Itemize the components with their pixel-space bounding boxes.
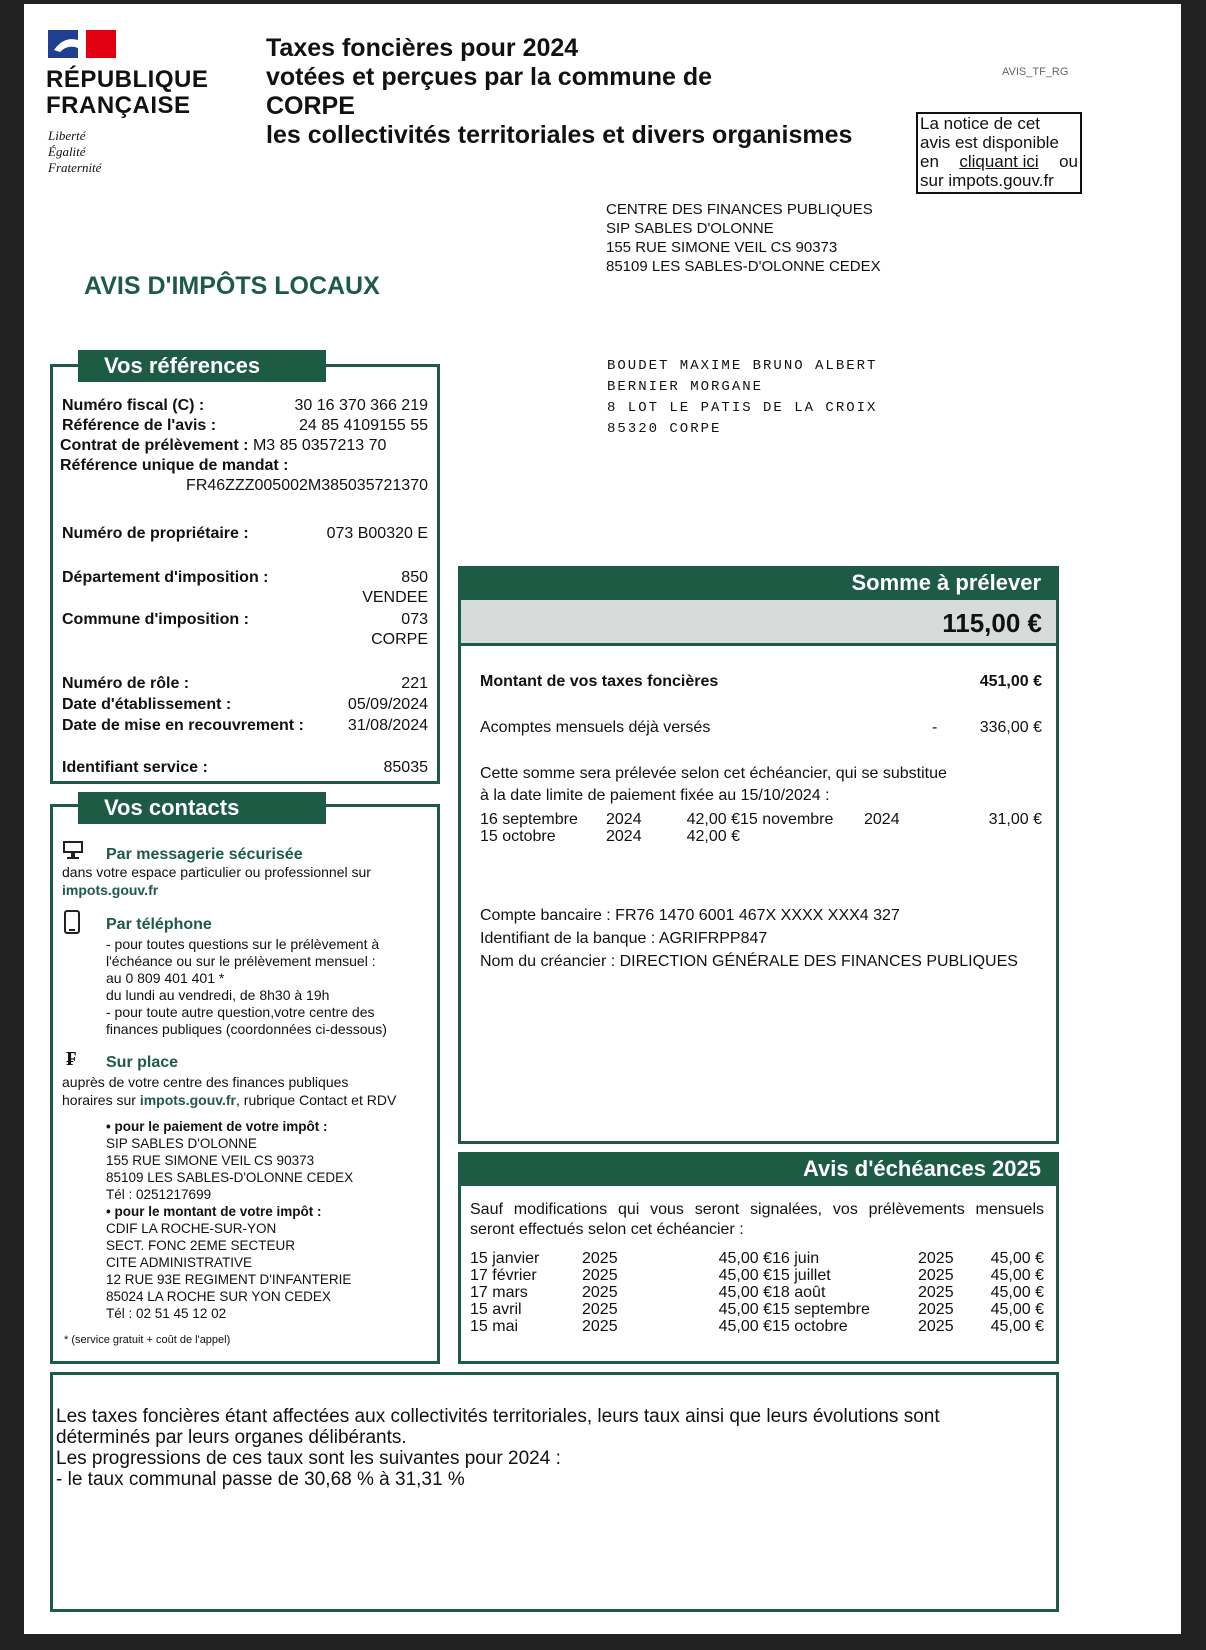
amt-line4: 12 RUE 93E REGIMENT D'INFANTERIE	[106, 1272, 352, 1287]
service-value: 85035	[383, 759, 428, 776]
dept-code: 850	[401, 569, 428, 586]
place-line1: auprès de votre centre des finances publiques	[62, 1074, 349, 1090]
somme-cell: 16 septembre	[480, 811, 578, 828]
echeances-cell: 45,00 €	[718, 1250, 772, 1267]
tel-line1: - pour toutes questions sur le prélèvement à	[106, 936, 380, 952]
amt-line2: SECT. FONC 2EME SECTEUR	[106, 1238, 296, 1253]
echeances-cell: 15 janvier	[470, 1250, 540, 1267]
center-line1: CENTRE DES FINANCES PUBLIQUES	[606, 201, 873, 218]
echeances-cell: 16 juin	[772, 1250, 820, 1267]
echeances-cell: 15 septembre	[772, 1301, 870, 1318]
echeances-cell: 45,00 €	[718, 1318, 772, 1335]
addressee-line4: 85320 CORPE	[607, 421, 722, 437]
place-text-a: horaires sur	[62, 1092, 136, 1108]
somme-cell	[740, 828, 864, 845]
echeances-cell: 2025	[582, 1301, 618, 1318]
marianne-flag-icon	[48, 30, 116, 58]
echeances-cell: 45,00 €	[990, 1301, 1044, 1318]
recouv-label: Date de mise en recouvrement :	[62, 717, 304, 734]
footnote: * (service gratuit + coût de l'appel)	[64, 1334, 231, 1346]
phone-icon	[64, 910, 80, 934]
notice-line3a: en	[920, 152, 939, 171]
echeances-row	[470, 1301, 1044, 1318]
addressee-line1: BOUDET MAXIME BRUNO ALBERT	[607, 358, 878, 374]
header-line2: votées et perçues par la commune de	[266, 63, 713, 91]
center-line3: 155 RUE SIMONE VEIL CS 90373	[606, 239, 838, 256]
pay-line2: 155 RUE SIMONE VEIL CS 90373	[106, 1153, 315, 1168]
place-title: Sur place	[106, 1054, 179, 1071]
logo-motto3: Fraternité	[48, 160, 102, 175]
header-line1: Taxes foncières pour 2024	[266, 34, 579, 62]
pay-title: pour le paiement de votre impôt :	[114, 1119, 328, 1134]
echeances-cell: 45,00 €	[718, 1267, 772, 1284]
somme-schedule	[480, 811, 1042, 845]
header-title	[266, 34, 852, 150]
somme-box	[458, 566, 1059, 1144]
echeances-cell: 15 octobre	[772, 1318, 848, 1335]
role-value: 221	[401, 675, 428, 692]
echeances-row	[470, 1284, 1044, 1301]
echeances-cell: 17 février	[470, 1267, 537, 1284]
notice-link[interactable]: cliquant ici	[959, 152, 1039, 171]
addressee-line3: 8 LOT LE PATIS DE LA CROIX	[607, 400, 878, 416]
amt-line5: 85024 LA ROCHE SUR YON CEDEX	[106, 1289, 331, 1304]
info-line1: Cette somme sera prélevée selon cet échéancier, qui se substitue	[480, 765, 947, 782]
avis-value: 24 85 4109155 55	[298, 417, 428, 434]
somme-cell: 42,00 €	[686, 811, 740, 828]
role-label: Numéro de rôle :	[62, 675, 190, 692]
republique-logo	[46, 30, 236, 180]
doc-title: AVIS D'IMPÔTS LOCAUX	[84, 272, 380, 300]
fiscal-label: Numéro fiscal (C) :	[62, 397, 205, 414]
contrat-label: Contrat de prélèvement :	[60, 437, 249, 454]
addressee	[607, 356, 877, 440]
somme-cell	[928, 828, 1042, 845]
creancier: Nom du créancier : DIRECTION GÉNÉRALE DES FINANCES PUBLIQUES	[480, 953, 1018, 970]
echeances-intro1: Sauf modifications qui vous seront signalées, vos prélèvements mensuels	[470, 1201, 1044, 1218]
tel-line2: l'échéance ou sur le prélèvement mensuel :	[106, 953, 376, 969]
echeances-cell: 45,00 €	[990, 1284, 1044, 1301]
somme-cell: 2024	[606, 828, 642, 845]
pay-line3: 85109 LES SABLES-D'OLONNE CEDEX	[106, 1170, 354, 1185]
fiscal-value: 30 16 370 366 219	[294, 397, 428, 414]
somme-cell: 15 novembre	[740, 811, 834, 828]
center-line4: 85109 LES SABLES-D'OLONNE CEDEX	[606, 258, 881, 275]
somme-title: Somme à prélever	[458, 566, 1059, 600]
etab-value: 05/09/2024	[347, 696, 428, 713]
computer-icon	[62, 840, 84, 860]
references-title: Vos références	[78, 350, 326, 382]
montant-value: 451,00 €	[979, 673, 1042, 690]
echeances-cell: 2025	[918, 1318, 954, 1335]
echeances-cell: 45,00 €	[718, 1301, 772, 1318]
avis-label: Référence de l'avis :	[62, 417, 217, 434]
logo-line1: RÉPUBLIQUE	[46, 66, 209, 93]
echeances-cell: 45,00 €	[990, 1318, 1044, 1335]
service-label: Identifiant service :	[62, 759, 208, 776]
somme-cell: 2024	[864, 811, 900, 828]
form-code: AVIS_TF_RG	[1002, 66, 1069, 78]
msg-link[interactable]: impots.gouv.fr	[62, 882, 159, 898]
footer-line1: Les taxes foncières étant affectées aux collectivités territoriales, leurs taux ainsi que leurs évolutions sont	[56, 1406, 940, 1427]
echeances-cell: 2025	[582, 1250, 618, 1267]
echeances-cell: 2025	[582, 1284, 618, 1301]
tel-line4: du lundi au vendredi, de 8h30 à 19h	[106, 987, 330, 1003]
tel-text	[106, 936, 436, 1038]
echeances-cell: 15 juillet	[772, 1267, 831, 1284]
echeances-cell: 45,00 €	[990, 1250, 1044, 1267]
mandat-label: Référence unique de mandat :	[60, 457, 289, 474]
amt-line3: CITE ADMINISTRATIVE	[106, 1255, 253, 1270]
echeances-cell: 15 avril	[470, 1301, 522, 1318]
echeances-cell: 45,00 €	[718, 1284, 772, 1301]
notice-line2: avis est disponible	[920, 133, 1059, 152]
logo-motto2: Égalité	[48, 144, 86, 159]
addressee-line2: BERNIER MORGANE	[607, 379, 764, 395]
logo-motto1: Liberté	[48, 128, 86, 143]
pay-line1: SIP SABLES D'OLONNE	[106, 1136, 257, 1151]
echeances-cell: 18 août	[772, 1284, 826, 1301]
echeances-cell: 2025	[918, 1284, 954, 1301]
footer-line4: - le taux communal passe de 30,68 % à 31,31 %	[56, 1469, 465, 1490]
tel-line6: finances publiques (coordonnées ci-dessous)	[106, 1021, 387, 1037]
header-line3: CORPE	[266, 92, 355, 120]
dept-label: Département d'imposition :	[62, 569, 269, 586]
somme-amount: 115,00 €	[942, 608, 1042, 638]
info-line2: à la date limite de paiement fixée au 15/10/2024 :	[480, 787, 830, 804]
echeances-cell: 15 mai	[470, 1318, 519, 1335]
echeances-cell: 2025	[918, 1301, 954, 1318]
notice-line4: sur impots.gouv.fr	[920, 171, 1054, 190]
amt-title: pour le montant de votre impôt :	[114, 1204, 322, 1219]
echeances-row	[470, 1318, 1044, 1335]
somme-amount-band	[461, 600, 1056, 646]
header-line4: les collectivités territoriales et divers organismes	[266, 121, 853, 149]
commune-label: Commune d'imposition :	[62, 611, 249, 628]
echeances-cell: 45,00 €	[990, 1267, 1044, 1284]
notice-line1: La notice de cet	[920, 114, 1041, 133]
footer-line2: déterminés par leurs organes délibérants.	[56, 1427, 407, 1448]
center-line2: SIP SABLES D'OLONNE	[606, 220, 774, 237]
echeances-cell: 2025	[582, 1318, 618, 1335]
msg-text: dans votre espace particulier ou professionnel sur	[62, 864, 371, 880]
local-offices: • pour le paiement de votre impôt : SIP SABLES D'OLONNE 155 RUE SIMONE VEIL CS 90373 85109 LES SABLES-D'OLONNE CEDEX Tél : 0251217699 • pour le montant de votre impôt : CDIF LA ROCHE-SUR-YON SECT. FONC 2EME SECTEUR CITE ADMINISTRATIVE 12 RUE 93E REGIMENT D'INFANTERIE 85024 LA ROCHE SUR YON CEDEX Tél : 02 51 45 12 02	[106, 1119, 354, 1321]
contrat-value: M3 85 0357213 70	[252, 437, 387, 454]
somme-cell: 42,00 €	[686, 828, 740, 845]
echeances-cell: 2025	[918, 1250, 954, 1267]
footer-text	[56, 1406, 940, 1490]
proprio-value: 073 B00320 E	[326, 525, 428, 542]
tax-notice-page	[24, 4, 1181, 1634]
etab-label: Date d'établissement :	[62, 696, 232, 713]
tel-title: Par téléphone	[106, 916, 212, 933]
echeances-intro2: seront effectués selon cet échéancier :	[470, 1221, 744, 1238]
mandat-value: FR46ZZZ005002M385035721370	[186, 477, 428, 494]
echeances-content	[470, 1200, 1044, 1335]
echeances-title: Avis d'échéances 2025	[458, 1152, 1059, 1186]
echeances-schedule	[470, 1250, 1044, 1335]
echeances-row	[470, 1250, 1044, 1267]
somme-cell: 31,00 €	[988, 811, 1042, 828]
somme-cell	[864, 828, 928, 845]
echeances-cell: 2025	[582, 1267, 618, 1284]
notice-box	[916, 112, 1082, 194]
montant-label: Montant de vos taxes foncières	[480, 673, 719, 690]
logo-line2: FRANÇAISE	[46, 92, 191, 119]
amt-line1: CDIF LA ROCHE-SUR-YON	[106, 1221, 277, 1236]
recouv-value: 31/08/2024	[347, 717, 428, 734]
commune-code: 073	[401, 611, 428, 628]
notice-line3b: ou	[1059, 152, 1078, 171]
acomptes-label: Acomptes mensuels déjà versés	[480, 719, 711, 736]
tel-line5: - pour toute autre question,votre centre des	[106, 1004, 375, 1020]
place-link[interactable]: impots.gouv.fr	[139, 1092, 236, 1108]
commune-name: CORPE	[371, 631, 428, 648]
dept-name: VENDEE	[362, 589, 428, 606]
tel-line3: au 0 809 401 401 *	[106, 970, 225, 986]
echeances-cell: 2025	[918, 1267, 954, 1284]
banque-id: Identifiant de la banque : AGRIFRPP847	[480, 930, 768, 947]
pay-line4: Tél : 0251217699	[106, 1187, 212, 1202]
place-icon: ₣	[66, 1046, 76, 1070]
msg-title: Par messagerie sécurisée	[106, 846, 303, 863]
place-line2	[62, 1092, 396, 1109]
echeances-cell: 17 mars	[470, 1284, 528, 1301]
somme-row	[480, 828, 1042, 845]
acomptes-value: 336,00 €	[979, 719, 1042, 736]
compte-bancaire: Compte bancaire : FR76 1470 6001 467X XXXX XXX4 327	[480, 907, 900, 924]
center-address	[606, 200, 881, 276]
footer-line3: Les progressions de ces taux sont les suivantes pour 2024 :	[56, 1448, 561, 1469]
proprio-label: Numéro de propriétaire :	[62, 525, 249, 542]
somme-row	[480, 811, 1042, 828]
echeances-row	[470, 1267, 1044, 1284]
acomptes-sign: -	[932, 719, 938, 736]
amt-line6: Tél : 02 51 45 12 02	[106, 1306, 227, 1321]
somme-cell: 2024	[606, 811, 642, 828]
place-text-b: , rubrique Contact et RDV	[236, 1092, 397, 1108]
contacts-title: Vos contacts	[78, 792, 326, 824]
somme-cell: 15 octobre	[480, 828, 556, 845]
